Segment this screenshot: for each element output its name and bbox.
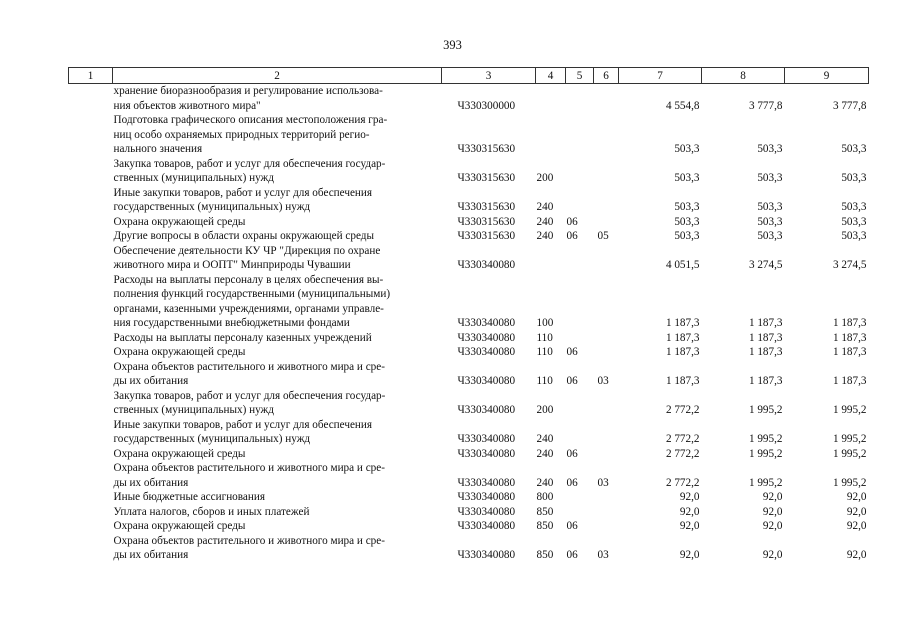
subsection-code: 03 — [597, 476, 609, 489]
amount-col-7: 2 772,2 — [665, 447, 700, 460]
amount-col-7: 92,0 — [679, 520, 700, 532]
amount-col-8: 3 777,8 — [748, 99, 783, 112]
section-code: 06 — [566, 230, 578, 242]
amount-col-7: 1 187,3 — [665, 346, 700, 358]
amount-col-9: 1 187,3 — [832, 375, 867, 387]
amount-col-8: 503,3 — [757, 215, 783, 228]
table-row — [69, 157, 869, 186]
subsection-code: 03 — [597, 549, 609, 561]
amount-col-7: 1 187,3 — [665, 317, 700, 329]
section-code: 06 — [566, 375, 578, 387]
expense-type-code: 850 — [536, 520, 554, 532]
expense-type-code: 240 — [536, 447, 554, 460]
table-row — [69, 229, 869, 244]
amount-col-8: 1 995,2 — [748, 433, 783, 445]
target-article-code: Ч330340080 — [457, 346, 516, 358]
target-article-code: Ч330340080 — [457, 520, 516, 532]
table-row — [69, 84, 869, 114]
section-code: 06 — [566, 520, 578, 532]
expense-type-code: 240 — [536, 215, 554, 228]
target-article-code: Ч330300000 — [457, 99, 516, 112]
column-number-header-row — [69, 68, 869, 84]
expense-type-code: 110 — [536, 346, 553, 358]
amount-col-7: 1 187,3 — [665, 331, 700, 344]
table-row — [69, 389, 869, 418]
row-index-cell — [69, 418, 113, 447]
amount-col-9: 1 995,2 — [832, 476, 867, 489]
amount-col-7: 4 051,5 — [665, 259, 700, 271]
table-row — [69, 186, 869, 215]
expense-name-line: Подготовка графического описания местоположения гра- — [113, 114, 388, 126]
target-article-code: Ч330340080 — [457, 549, 516, 561]
amount-col-8: 503,3 — [757, 230, 783, 242]
amount-col-7: 503,3 — [674, 230, 700, 242]
amount-col-8: 503,3 — [757, 172, 783, 184]
expense-name-line: ды их обитания — [113, 549, 189, 561]
amount-col-7: 503,3 — [674, 172, 700, 184]
subsection-code — [594, 505, 619, 520]
amount-col-9: 92,0 — [846, 505, 867, 518]
expense-name-cell — [113, 229, 442, 244]
amount-col-8: 1 995,2 — [748, 404, 783, 416]
expense-type-code: 240 — [536, 201, 554, 213]
row-index-cell — [69, 389, 113, 418]
section-code — [566, 113, 594, 157]
expense-name-line: животного мира и ООПТ" Минприроды Чувашии — [113, 259, 351, 271]
row-index-cell — [69, 244, 113, 273]
expense-name-line: ния объектов животного мира" — [113, 99, 261, 112]
section-code: 06 — [566, 549, 578, 561]
subsection-code — [594, 447, 619, 462]
section-code: 06 — [566, 215, 578, 228]
column-number-header: 4 — [536, 68, 566, 84]
expense-name-line: ния государственными внебюджетными фондами — [113, 317, 350, 329]
amount-col-7: 4 554,8 — [665, 99, 700, 112]
expense-type-code — [536, 244, 566, 273]
expense-name-line: ниц особо охраняемых природных территорий регио- — [113, 128, 370, 141]
table-row — [69, 345, 869, 360]
column-number-header: 8 — [702, 68, 785, 84]
expense-name-line: нального значения — [113, 143, 203, 155]
expense-type-code: 240 — [536, 476, 554, 489]
amount-col-8: 503,3 — [757, 201, 783, 213]
subsection-code — [594, 113, 619, 157]
target-article-code: Ч330315630 — [457, 230, 516, 242]
expense-name-line: органами, казенными учреждениями, органами управле- — [113, 302, 384, 315]
column-number-header: 5 — [566, 68, 594, 84]
section-code: 06 — [566, 346, 578, 358]
expense-name-cell — [113, 244, 442, 273]
row-index-cell — [69, 186, 113, 215]
column-number-header: 3 — [442, 68, 536, 84]
amount-col-8: 1 995,2 — [748, 476, 783, 489]
amount-col-7: 1 187,3 — [665, 375, 700, 387]
expense-name-line: хранение биоразнообразия и регулирование использова- — [113, 85, 383, 97]
amount-col-7: 92,0 — [679, 549, 700, 561]
expense-name-line: Обеспечение деятельности КУ ЧР "Дирекция по охране — [113, 244, 381, 257]
table-row — [69, 490, 869, 505]
amount-col-9: 92,0 — [846, 549, 867, 561]
amount-col-9: 503,3 — [841, 215, 867, 228]
expense-type-code: 110 — [536, 331, 553, 344]
target-article-code: Ч330340080 — [457, 491, 516, 503]
column-number-header: 6 — [594, 68, 619, 84]
amount-col-9: 1 187,3 — [832, 331, 867, 344]
amount-col-9: 1 995,2 — [832, 433, 867, 445]
expense-name-line: Закупка товаров, работ и услуг для обеспечения государ- — [113, 389, 386, 402]
amount-col-9: 503,3 — [841, 201, 867, 213]
amount-col-8: 92,0 — [762, 505, 783, 518]
amount-col-9: 1 995,2 — [832, 447, 867, 460]
expense-name-line: Охрана окружающей среды — [113, 447, 246, 460]
target-article-code: Ч330315630 — [457, 215, 516, 228]
subsection-code — [594, 519, 619, 534]
expense-name-cell — [113, 186, 442, 215]
row-index-cell — [69, 84, 113, 114]
amount-col-7: 503,3 — [674, 143, 700, 155]
subsection-code — [594, 418, 619, 447]
row-index-cell — [69, 215, 113, 230]
amount-col-7: 503,3 — [674, 201, 700, 213]
subsection-code — [594, 389, 619, 418]
expense-name-cell — [113, 345, 442, 360]
amount-col-8: 92,0 — [762, 491, 783, 503]
amount-col-9: 92,0 — [846, 520, 867, 532]
row-index-cell — [69, 490, 113, 505]
subsection-code — [594, 273, 619, 331]
row-index-cell — [69, 519, 113, 534]
subsection-code — [594, 84, 619, 114]
amount-col-7: 2 772,2 — [665, 476, 700, 489]
target-article-code: Ч330315630 — [457, 172, 516, 184]
amount-col-7: 503,3 — [674, 215, 700, 228]
target-article-code: Ч330340080 — [457, 447, 516, 460]
expense-type-code — [536, 84, 566, 114]
amount-col-9: 3 777,8 — [832, 99, 867, 112]
table-row — [69, 519, 869, 534]
target-article-code: Ч330340080 — [457, 505, 516, 518]
table-row — [69, 360, 869, 389]
subsection-code: 03 — [597, 375, 609, 387]
expense-name-cell — [113, 389, 442, 418]
expense-name-line: Охрана окружающей среды — [113, 215, 246, 228]
expense-name-line: ственных (муниципальных) нужд — [113, 404, 274, 416]
amount-col-8: 1 187,3 — [748, 317, 783, 329]
expense-name-line: Охрана объектов растительного и животного мира и сре- — [113, 534, 385, 547]
amount-col-7: 92,0 — [679, 505, 700, 518]
expense-type-code: 110 — [536, 375, 553, 387]
expense-name-line: Другие вопросы в области охраны окружающей среды — [113, 230, 375, 242]
target-article-code: Ч330340080 — [457, 433, 516, 445]
row-index-cell — [69, 345, 113, 360]
expense-name-line: Закупка товаров, работ и услуг для обеспечения государ- — [113, 157, 386, 170]
amount-col-8: 1 187,3 — [748, 375, 783, 387]
target-article-code: Ч330340080 — [457, 476, 516, 489]
expense-type-code: 200 — [536, 404, 554, 416]
target-article-code: Ч330315630 — [457, 201, 516, 213]
amount-col-9: 92,0 — [846, 491, 867, 503]
section-code — [566, 505, 594, 520]
column-number-header: 7 — [619, 68, 702, 84]
table-row — [69, 534, 869, 563]
target-article-code: Ч330340080 — [457, 404, 516, 416]
section-code — [566, 331, 594, 346]
expense-name-line: ственных (муниципальных) нужд — [113, 172, 274, 184]
amount-col-7: 2 772,2 — [665, 433, 700, 445]
amount-col-8: 1 187,3 — [748, 331, 783, 344]
expense-name-cell — [113, 461, 442, 490]
expense-type-code: 850 — [536, 505, 554, 518]
row-index-cell — [69, 331, 113, 346]
target-article-code: Ч330340080 — [457, 259, 516, 271]
page-number: 393 — [443, 38, 462, 52]
section-code — [566, 244, 594, 273]
expense-name-line: Охрана объектов растительного и животного мира и сре- — [113, 360, 385, 373]
table-row — [69, 215, 869, 230]
amount-col-8: 92,0 — [762, 549, 783, 561]
section-code — [566, 157, 594, 186]
expense-name-line: Охрана окружающей среды — [113, 520, 246, 532]
table-row — [69, 331, 869, 346]
row-index-cell — [69, 229, 113, 244]
section-code — [566, 84, 594, 114]
target-article-code: Ч330315630 — [457, 143, 516, 155]
expense-name-line: Иные закупки товаров, работ и услуг для обеспечения — [113, 418, 373, 431]
expense-name-line: Иные закупки товаров, работ и услуг для обеспечения — [113, 186, 373, 199]
subsection-code — [594, 244, 619, 273]
row-index-cell — [69, 157, 113, 186]
amount-col-9: 503,3 — [841, 143, 867, 155]
row-index-cell — [69, 505, 113, 520]
expense-name-cell — [113, 84, 442, 114]
expense-name-line: Расходы на выплаты персоналу в целях обеспечения вы- — [113, 273, 384, 286]
subsection-code — [594, 490, 619, 505]
expense-name-cell — [113, 215, 442, 230]
expense-name-cell — [113, 331, 442, 346]
amount-col-9: 503,3 — [841, 230, 867, 242]
expense-name-line: ды их обитания — [113, 375, 189, 387]
subsection-code — [594, 157, 619, 186]
table-row — [69, 447, 869, 462]
section-code — [566, 418, 594, 447]
amount-col-8: 3 274,5 — [748, 259, 783, 271]
section-code — [566, 490, 594, 505]
expense-name-cell — [113, 447, 442, 462]
target-article-code: Ч330340080 — [457, 317, 516, 329]
subsection-code — [594, 345, 619, 360]
expense-name-cell — [113, 490, 442, 505]
expense-name-line: Уплата налогов, сборов и иных платежей — [113, 505, 310, 518]
expense-name-line: полнения функций государственными (муниципальными) — [113, 288, 391, 300]
target-article-code: Ч330340080 — [457, 375, 516, 387]
section-code — [566, 389, 594, 418]
amount-col-8: 1 995,2 — [748, 447, 783, 460]
expense-name-cell — [113, 113, 442, 157]
row-index-cell — [69, 534, 113, 563]
expense-name-line: ды их обитания — [113, 476, 189, 489]
expense-name-cell — [113, 157, 442, 186]
section-code: 06 — [566, 476, 578, 489]
amount-col-7: 2 772,2 — [665, 404, 700, 416]
expense-name-line: государственных (муниципальных) нужд — [113, 201, 311, 213]
amount-col-8: 92,0 — [762, 520, 783, 532]
expense-type-code — [536, 113, 566, 157]
table-row — [69, 113, 869, 157]
expense-name-line: Охрана окружающей среды — [113, 346, 246, 358]
column-number-header: 2 — [113, 68, 442, 84]
expense-name-line: Расходы на выплаты персоналу казенных учреждений — [113, 331, 372, 344]
expense-type-code: 240 — [536, 433, 554, 445]
expense-name-line: государственных (муниципальных) нужд — [113, 433, 311, 445]
expense-name-cell — [113, 505, 442, 520]
table-row — [69, 273, 869, 331]
expense-name-cell — [113, 534, 442, 563]
amount-col-9: 1 995,2 — [832, 404, 867, 416]
table-row — [69, 418, 869, 447]
expense-type-code: 240 — [536, 230, 554, 242]
section-code: 06 — [566, 447, 578, 460]
amount-col-9: 3 274,5 — [832, 259, 867, 271]
expense-name-line: Охрана объектов растительного и животного мира и сре- — [113, 462, 385, 474]
amount-col-8: 1 187,3 — [748, 346, 783, 358]
column-number-header: 1 — [69, 68, 113, 84]
amount-col-9: 1 187,3 — [832, 346, 867, 358]
expense-name-cell — [113, 273, 442, 331]
row-index-cell — [69, 461, 113, 490]
expense-name-line: Иные бюджетные ассигнования — [113, 491, 265, 503]
subsection-code — [594, 331, 619, 346]
expense-name-cell — [113, 418, 442, 447]
expense-name-cell — [113, 519, 442, 534]
expense-name-cell — [113, 360, 442, 389]
target-article-code: Ч330340080 — [457, 331, 516, 344]
amount-col-9: 503,3 — [841, 172, 867, 184]
budget-table-body — [69, 84, 869, 563]
expense-type-code: 100 — [536, 317, 554, 329]
section-code — [566, 186, 594, 215]
expense-type-code: 200 — [536, 172, 554, 184]
subsection-code — [594, 186, 619, 215]
row-index-cell — [69, 273, 113, 331]
expense-type-code: 850 — [536, 549, 554, 561]
amount-col-7: 92,0 — [679, 491, 700, 503]
subsection-code: 05 — [597, 230, 609, 242]
table-row — [69, 461, 869, 490]
expense-type-code: 800 — [536, 491, 554, 503]
budget-table — [68, 67, 869, 563]
amount-col-9: 1 187,3 — [832, 317, 867, 329]
section-code — [566, 273, 594, 331]
row-index-cell — [69, 113, 113, 157]
table-row — [69, 505, 869, 520]
table-row — [69, 244, 869, 273]
subsection-code — [594, 215, 619, 230]
row-index-cell — [69, 447, 113, 462]
column-number-header: 9 — [785, 68, 869, 84]
amount-col-8: 503,3 — [757, 143, 783, 155]
row-index-cell — [69, 360, 113, 389]
